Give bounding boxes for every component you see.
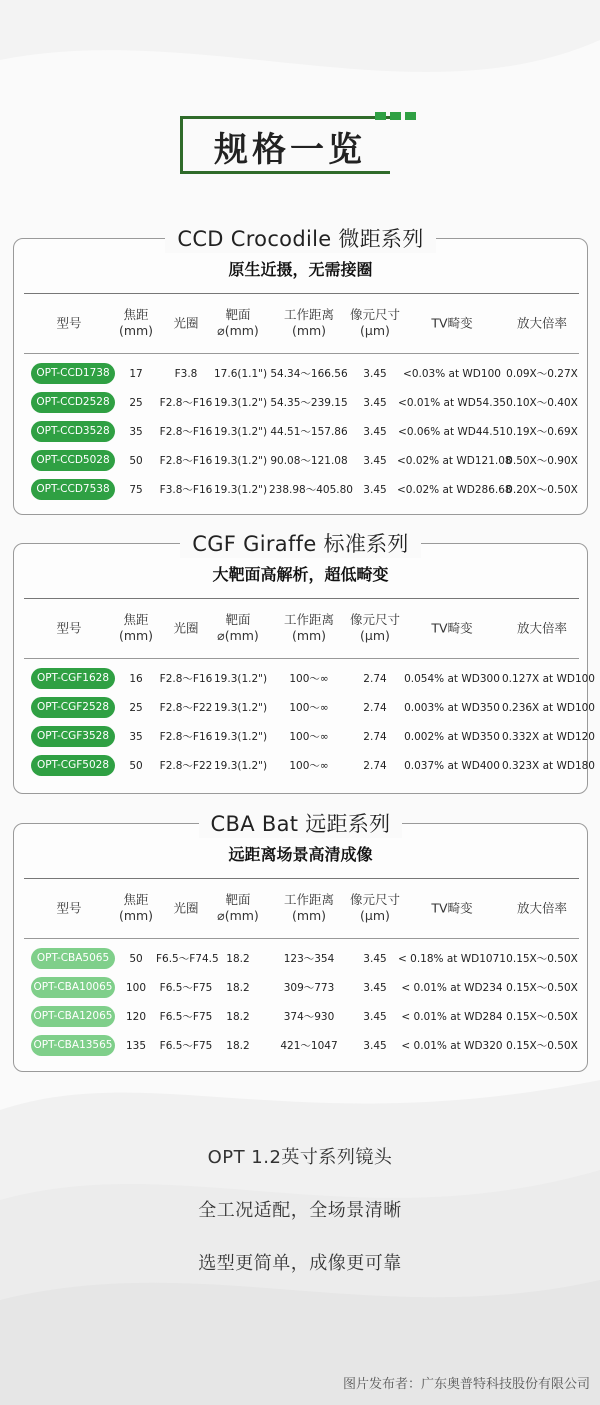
tagline-1: OPT 1.2英寸系列镜头 [207, 1147, 393, 1168]
table-row [24, 694, 595, 723]
table-cell: 18.2 [226, 1011, 250, 1023]
table-cell: 35 [129, 731, 143, 743]
column-header: 光圈 [173, 900, 199, 916]
column-header: 像元尺寸 (μm) [349, 891, 400, 924]
table-cell: 0.332X at WD120 [502, 731, 595, 743]
table-cell: 0.15X～0.50X [506, 982, 578, 994]
table-cell: 0.002% at WD350 [404, 731, 500, 743]
table-cell: 50 [129, 455, 143, 467]
column-header: TV畸变 [431, 315, 473, 331]
table-cell: 0.003% at WD350 [404, 702, 500, 714]
table-cell: 19.3(1.2") [214, 397, 268, 409]
table-cell: 50 [129, 760, 143, 772]
model-badge: OPT-CBA10065 [31, 977, 115, 998]
table-cell: 3.45 [363, 1040, 387, 1052]
model-badge: OPT-CCD1738 [31, 363, 115, 384]
column-header: TV畸变 [431, 620, 473, 636]
model-badge: OPT-CBA12065 [31, 1006, 115, 1027]
model-badge: OPT-CGF1628 [31, 668, 115, 689]
column-header: 放大倍率 [516, 900, 567, 916]
table-cell: 19.3(1.2") [214, 455, 268, 467]
table-cell: <0.01% at WD54.35 [398, 397, 506, 409]
series-subtitle: 远距离场景高清成像 [228, 845, 373, 864]
table-cell: 19.3(1.2") [214, 484, 268, 496]
table-cell: F6.5～F75 [159, 1040, 213, 1052]
table-row [24, 1032, 579, 1061]
table-row [24, 360, 579, 389]
table-cell: F6.5～F75 [159, 1011, 213, 1023]
table-cell: 0.10X～0.40X [506, 397, 578, 409]
table-cell: 2.74 [363, 702, 387, 714]
column-header: 工作距离 (mm) [283, 891, 334, 924]
series-name: CGF Giraffe 标准系列 [180, 528, 420, 558]
table-row [24, 389, 579, 418]
table-cell: 100 [125, 982, 147, 994]
series-name: CCD Crocodile 微距系列 [165, 223, 435, 253]
table-cell: 19.3(1.2") [214, 426, 268, 438]
table-row [24, 723, 595, 752]
table-cell: F2.8～F16 [159, 731, 213, 743]
table-cell: < 0.01% at WD320 [401, 1040, 503, 1052]
model-badge: OPT-CGF5028 [31, 755, 115, 776]
table-cell: 3.45 [363, 1011, 387, 1023]
table-cell: 0.20X～0.50X [506, 484, 578, 496]
spec-table [24, 293, 579, 505]
table-cell: 374～930 [283, 1011, 335, 1023]
table-cell: 3.45 [363, 455, 387, 467]
table-cell: 50 [129, 953, 143, 965]
table-cell: F6.5～F74.5 [156, 953, 219, 965]
table-body [24, 354, 579, 505]
table-cell: < 0.18% at WD1071 [398, 953, 506, 965]
table-cell: 0.15X～0.50X [506, 1040, 578, 1052]
table-cell: 54.34～166.56 [270, 368, 348, 380]
column-header: 焦距 (mm) [118, 306, 154, 339]
table-row [24, 1003, 579, 1032]
table-cell: F3.8 [174, 368, 198, 380]
column-header: 焦距 (mm) [118, 611, 154, 644]
table-header [24, 599, 579, 659]
image-credit: 图片发布者：广东奥普特科技股份有限公司 [342, 1377, 590, 1392]
table-cell: 2.74 [363, 731, 387, 743]
model-badge: OPT-CCD7538 [31, 479, 115, 500]
column-header: 光圈 [173, 620, 199, 636]
table-cell: < 0.01% at WD234 [401, 982, 503, 994]
column-header: 焦距 (mm) [118, 891, 154, 924]
table-cell: 100～∞ [289, 731, 329, 743]
table-row [24, 418, 579, 447]
model-badge: OPT-CCD3528 [31, 421, 115, 442]
table-cell: 25 [129, 702, 143, 714]
column-header: 靶面 ⌀(mm) [217, 306, 259, 339]
table-cell: 54.35～239.15 [270, 397, 348, 409]
table-cell: 44.51～157.86 [270, 426, 348, 438]
column-header: 型号 [56, 620, 82, 636]
tagline-3: 选型更简单，成像更可靠 [198, 1253, 402, 1274]
table-cell: F2.8～F22 [159, 760, 213, 772]
column-header: 放大倍率 [516, 620, 567, 636]
table-row [24, 447, 579, 476]
series-name: CBA Bat 远距系列 [199, 808, 403, 838]
column-header: 像元尺寸 (μm) [349, 611, 400, 644]
table-cell: 0.323X at WD180 [502, 760, 595, 772]
table-cell: 2.74 [363, 673, 387, 685]
tagline-2: 全工况适配，全场景清晰 [198, 1200, 402, 1221]
model-badge: OPT-CGF3528 [31, 726, 115, 747]
title-dots-decoration [375, 112, 416, 120]
table-cell: 19.3(1.2") [214, 731, 268, 743]
table-cell: 2.74 [363, 760, 387, 772]
table-cell: 0.15X～0.50X [506, 953, 578, 965]
table-cell: 123～354 [283, 953, 335, 965]
table-row [24, 974, 579, 1003]
table-cell: 421～1047 [280, 1040, 338, 1052]
table-cell: 18.2 [226, 982, 250, 994]
table-cell: 120 [125, 1011, 147, 1023]
model-badge: OPT-CBA13565 [31, 1035, 115, 1056]
table-row [24, 476, 579, 505]
table-body [24, 659, 595, 781]
spec-table [24, 878, 579, 1061]
table-cell: 3.45 [363, 484, 387, 496]
table-cell: <0.02% at WD286.68 [397, 484, 512, 496]
column-header: 光圈 [173, 315, 199, 331]
table-header [24, 294, 579, 354]
series-section [13, 227, 588, 515]
series-subtitle: 原生近摄，无需接圈 [228, 260, 373, 279]
table-cell: <0.03% at WD100 [403, 368, 501, 380]
table-cell: 3.45 [363, 982, 387, 994]
model-badge: OPT-CGF2528 [31, 697, 115, 718]
table-cell: 3.45 [363, 397, 387, 409]
column-header: 像元尺寸 (μm) [349, 306, 400, 339]
table-header [24, 879, 579, 939]
table-cell: 100～∞ [289, 673, 329, 685]
series-subtitle: 大靶面高解析，超低畸变 [212, 565, 389, 584]
table-cell: 17.6(1.1") [214, 368, 268, 380]
table-cell: 0.09X～0.27X [506, 368, 578, 380]
table-cell: 0.19X～0.69X [506, 426, 578, 438]
column-header: 工作距离 (mm) [283, 306, 334, 339]
table-cell: 3.45 [363, 953, 387, 965]
table-cell: 3.45 [363, 368, 387, 380]
table-cell: 18.2 [226, 1040, 250, 1052]
table-cell: 75 [129, 484, 143, 496]
table-cell: 16 [129, 673, 143, 685]
page-title: 规格一览 [214, 130, 366, 170]
page-title-block [180, 112, 410, 176]
table-cell: 135 [125, 1040, 147, 1052]
table-cell: 0.236X at WD100 [502, 702, 595, 714]
column-header: 放大倍率 [516, 315, 567, 331]
table-cell: < 0.01% at WD284 [401, 1011, 503, 1023]
column-header: 工作距离 (mm) [283, 611, 334, 644]
table-cell: 0.127X at WD100 [502, 673, 595, 685]
table-cell: 100～∞ [289, 760, 329, 772]
table-cell: 19.3(1.2") [214, 760, 268, 772]
table-cell: 19.3(1.2") [214, 702, 268, 714]
table-cell: 17 [129, 368, 143, 380]
model-badge: OPT-CCD5028 [31, 450, 115, 471]
table-cell: 309～773 [283, 982, 335, 994]
column-header: 靶面 ⌀(mm) [217, 891, 259, 924]
table-cell: F3.8～F16 [159, 484, 213, 496]
series-section [13, 532, 595, 794]
table-row [24, 665, 595, 694]
table-cell: F2.8～F16 [159, 397, 213, 409]
table-cell: 25 [129, 397, 143, 409]
table-cell: 100～∞ [289, 702, 329, 714]
column-header: 型号 [56, 315, 82, 331]
series-section [13, 812, 588, 1072]
spec-table [24, 598, 595, 781]
table-cell: 0.037% at WD400 [404, 760, 500, 772]
model-badge: OPT-CCD2528 [31, 392, 115, 413]
table-cell: 35 [129, 426, 143, 438]
series-header [14, 808, 587, 838]
table-cell: 19.3(1.2") [214, 673, 268, 685]
table-cell: <0.06% at WD44.51 [398, 426, 506, 438]
table-cell: 0.50X～0.90X [506, 455, 578, 467]
table-cell: F2.8～F16 [159, 426, 213, 438]
table-cell: <0.02% at WD121.08 [397, 455, 512, 467]
table-cell: 3.45 [363, 426, 387, 438]
table-cell: F2.8～F22 [159, 702, 213, 714]
table-cell: F6.5～F75 [159, 982, 213, 994]
series-header [14, 223, 587, 253]
table-body [24, 939, 579, 1061]
table-cell: 0.15X～0.50X [506, 1011, 578, 1023]
column-header: 靶面 ⌀(mm) [217, 611, 259, 644]
table-cell: 18.2 [226, 953, 250, 965]
series-header [14, 528, 587, 558]
table-cell: F2.8～F16 [159, 673, 213, 685]
table-cell: 90.08～121.08 [270, 455, 348, 467]
table-row [24, 945, 579, 974]
table-row [24, 752, 595, 781]
table-cell: 0.054% at WD300 [404, 673, 500, 685]
table-cell: 238.98～405.80 [269, 484, 353, 496]
table-cell: F2.8～F16 [159, 455, 213, 467]
column-header: TV畸变 [431, 900, 473, 916]
column-header: 型号 [56, 900, 82, 916]
model-badge: OPT-CBA5065 [31, 948, 115, 969]
